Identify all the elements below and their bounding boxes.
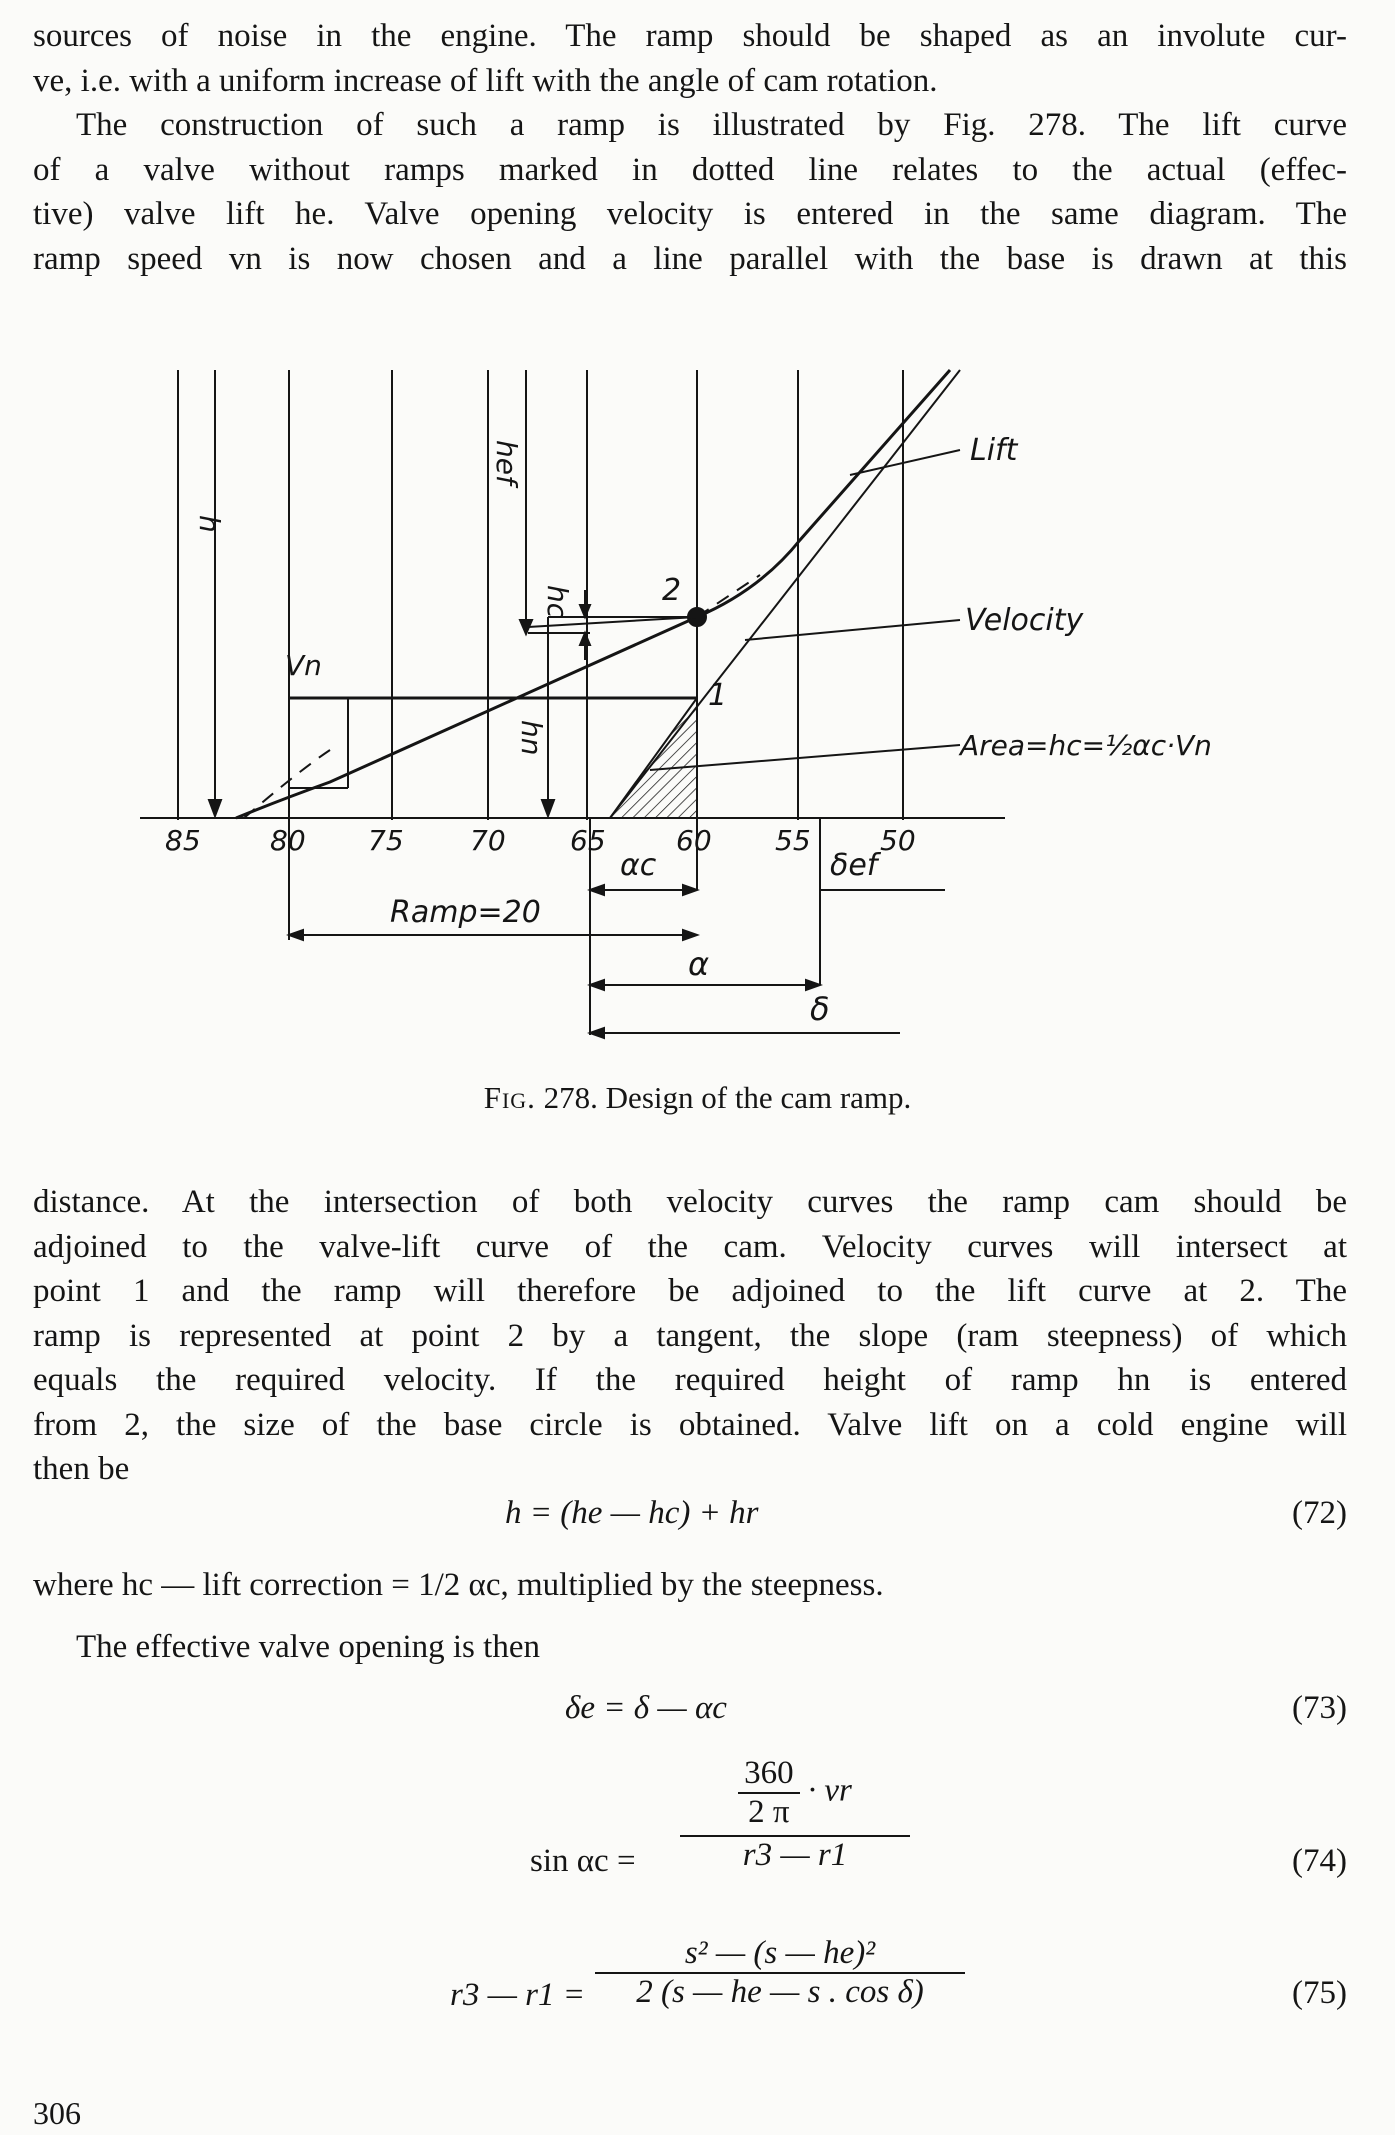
caption-prefix: Fig. xyxy=(483,1080,536,1115)
label-vn: Vn xyxy=(285,649,322,682)
where-line: where hc — lift correction = 1/2 αc, multiplied by the steepness. xyxy=(33,1567,884,1603)
label-area: Area=hc=½αc·Vn xyxy=(960,729,1212,762)
label-hc: hc xyxy=(541,585,574,619)
text-line: distance. At the intersection of both velocity curves the ramp cam should be xyxy=(33,1184,1347,1220)
page-number: 306 xyxy=(33,2095,81,2131)
paragraph-middle xyxy=(33,1180,1347,1492)
text-line: adjoined to the valve-lift curve of the cam. Velocity curves will intersect at xyxy=(33,1228,1347,1265)
caption-text: 278. Design of the cam ramp. xyxy=(535,1080,912,1115)
equation-number-73: (73) xyxy=(1292,1690,1347,1726)
area-triangle xyxy=(610,698,697,818)
label-delta: δ xyxy=(810,990,830,1028)
tick-label: 65 xyxy=(570,824,606,857)
figure-caption xyxy=(0,1080,1395,1116)
tick-label: 50 xyxy=(880,824,916,857)
equation-number-75: (75) xyxy=(1292,1975,1347,2011)
label-h: h xyxy=(193,515,226,533)
label-point-2: 2 xyxy=(662,573,682,608)
text-line: from 2, the size of the base circle is obtained. Valve lift on a cold engine will xyxy=(33,1406,1347,1443)
equation-number-74: (74) xyxy=(1292,1843,1347,1879)
label-alpha: α xyxy=(688,945,710,983)
tick-label: 55 xyxy=(775,824,811,857)
label-ramp: Ramp=20 xyxy=(390,895,541,930)
text-line: tive) valve lift he. Valve opening velocity is entered in the same diagram. The xyxy=(33,196,1347,232)
effective-line: The effective valve opening is then xyxy=(76,1629,540,1665)
lift-curve xyxy=(236,370,950,818)
text-line: The construction of such a ramp is illustrated by Fig. 278. The lift curve xyxy=(76,107,1347,143)
label-velocity: Velocity xyxy=(965,603,1084,638)
paragraph-top xyxy=(33,14,1347,281)
tick-label: 85 xyxy=(165,824,201,857)
label-hef: hef xyxy=(490,440,523,485)
equation-number-72: (72) xyxy=(1292,1495,1347,1531)
tick-label: 60 xyxy=(676,824,712,857)
text-line: ramp is represented at point 2 by a tangent, the slope (ram steepness) of which xyxy=(33,1317,1347,1354)
text-line: equals the required velocity. If the required height of ramp hn is entered xyxy=(33,1362,1347,1398)
text-line: of a valve without ramps marked in dotted line relates to the actual (effec- xyxy=(33,151,1347,188)
text-line: then be xyxy=(33,1451,130,1487)
text-line: ve, i.e. with a uniform increase of lift with the angle of cam rotation. xyxy=(33,62,938,99)
label-point-1: 1 xyxy=(708,678,728,713)
text-line: sources of noise in the engine. The ramp should be shaped as an involute cur- xyxy=(33,18,1347,54)
equation-73: δe = δ — αc xyxy=(565,1690,727,1726)
label-hn: hn xyxy=(515,720,548,756)
tick-label: 80 xyxy=(270,824,306,857)
cam-ramp-diagram xyxy=(0,330,1395,1060)
label-delta-ef: δef xyxy=(830,848,878,883)
text-line: ramp speed vn is now chosen and a line parallel with the base is drawn at this xyxy=(33,240,1347,277)
tick-label: 70 xyxy=(470,824,506,857)
label-alpha-c: αc xyxy=(620,848,657,883)
tick-label: 75 xyxy=(368,824,404,857)
equation-72: h = (he — hc) + hr xyxy=(505,1495,759,1531)
text-line: point 1 and the ramp will therefore be adjoined to the lift curve at 2. The xyxy=(33,1273,1347,1309)
label-lift: Lift xyxy=(970,433,1018,468)
